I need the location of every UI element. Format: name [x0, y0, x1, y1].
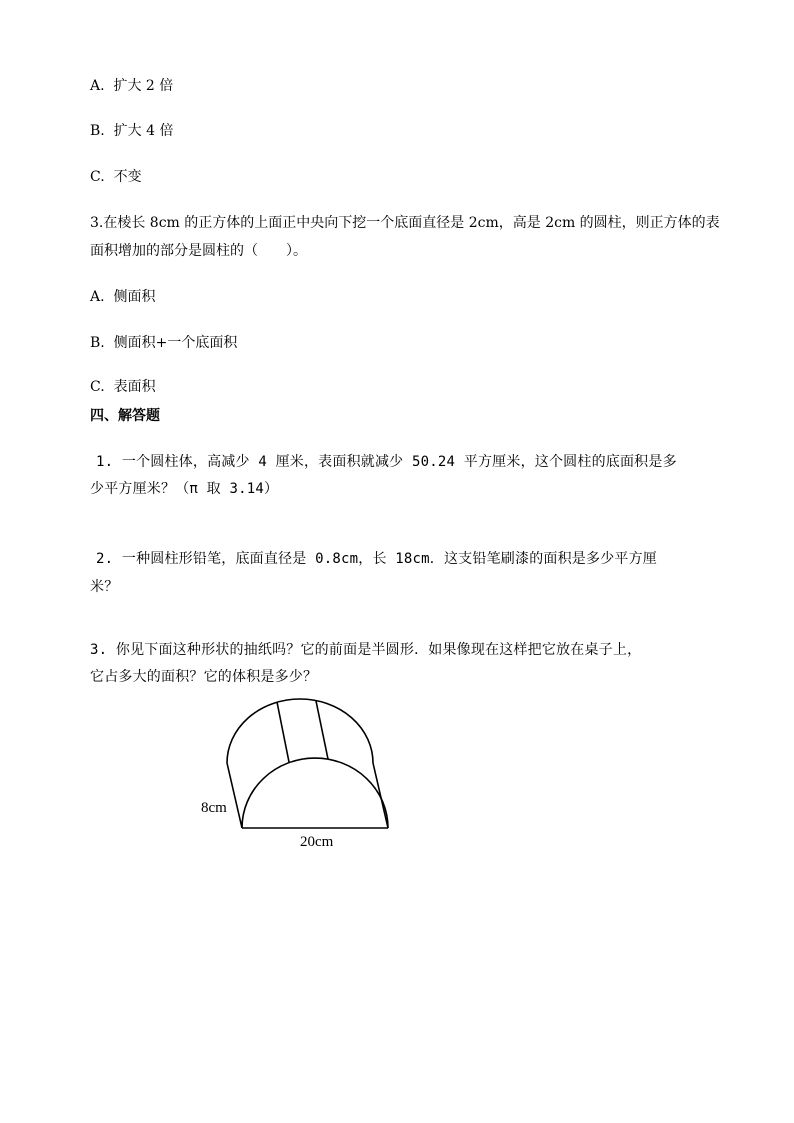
width-label: 20cm	[300, 834, 334, 850]
problem-3-line-2: 它占多大的面积？它的体积是多少？	[90, 669, 318, 685]
front-arc	[242, 758, 388, 828]
left-edge	[227, 763, 242, 828]
option-b-q2	[90, 121, 173, 141]
height-label: 8cm	[201, 800, 227, 816]
section-title: 四、解答题	[90, 408, 160, 424]
option-text: 侧面积+一个底面积	[113, 335, 238, 351]
option-c-q2	[90, 167, 142, 187]
problem-1-line-1: 1. 一个圆柱体，高减少 4 厘米，表面积就减少 50.24 平方厘米，这个圆柱的底面积是多	[96, 454, 677, 470]
option-label: A.	[90, 289, 105, 305]
problem-3-line-1: 3. 你见下面这种形状的抽纸吗？它的前面是半圆形．如果像现在这样把它放在桌子上，	[90, 642, 642, 658]
option-a-q2	[90, 76, 173, 96]
option-label: B.	[90, 123, 105, 139]
slot-line-right	[316, 701, 328, 759]
question-3-line-1: 3.在棱长 8cm 的正方体的上面正中央向下挖一个底面直径是 2cm，高是 2cm 的圆柱，则正方体的表	[90, 215, 720, 231]
option-text: 扩大 2 倍	[113, 78, 174, 94]
back-arc	[227, 699, 373, 763]
question-3-line-2: 面积增加的部分是圆柱的（ ）。	[90, 243, 307, 259]
option-text: 表面积	[113, 379, 156, 395]
option-label: C.	[90, 169, 105, 185]
slot-line-left	[277, 702, 289, 762]
option-a-q3	[90, 287, 155, 307]
option-c-q3	[90, 377, 156, 397]
option-label: C.	[90, 379, 105, 395]
problem-2-line-2: 米？	[90, 579, 119, 595]
option-text: 扩大 4 倍	[113, 123, 174, 139]
option-b-q3	[90, 333, 237, 353]
problem-2-line-1: 2. 一种圆柱形铅笔，底面直径是 0.8cm，长 18cm．这支铅笔刷漆的面积是多少平方厘	[96, 551, 657, 567]
option-label: B.	[90, 335, 105, 351]
right-edge	[373, 763, 388, 828]
option-text: 侧面积	[113, 289, 156, 305]
option-label: A.	[90, 78, 105, 94]
problem-1-line-2: 少平方厘米？（π 取 3.14）	[90, 481, 279, 497]
option-text: 不变	[113, 169, 142, 185]
